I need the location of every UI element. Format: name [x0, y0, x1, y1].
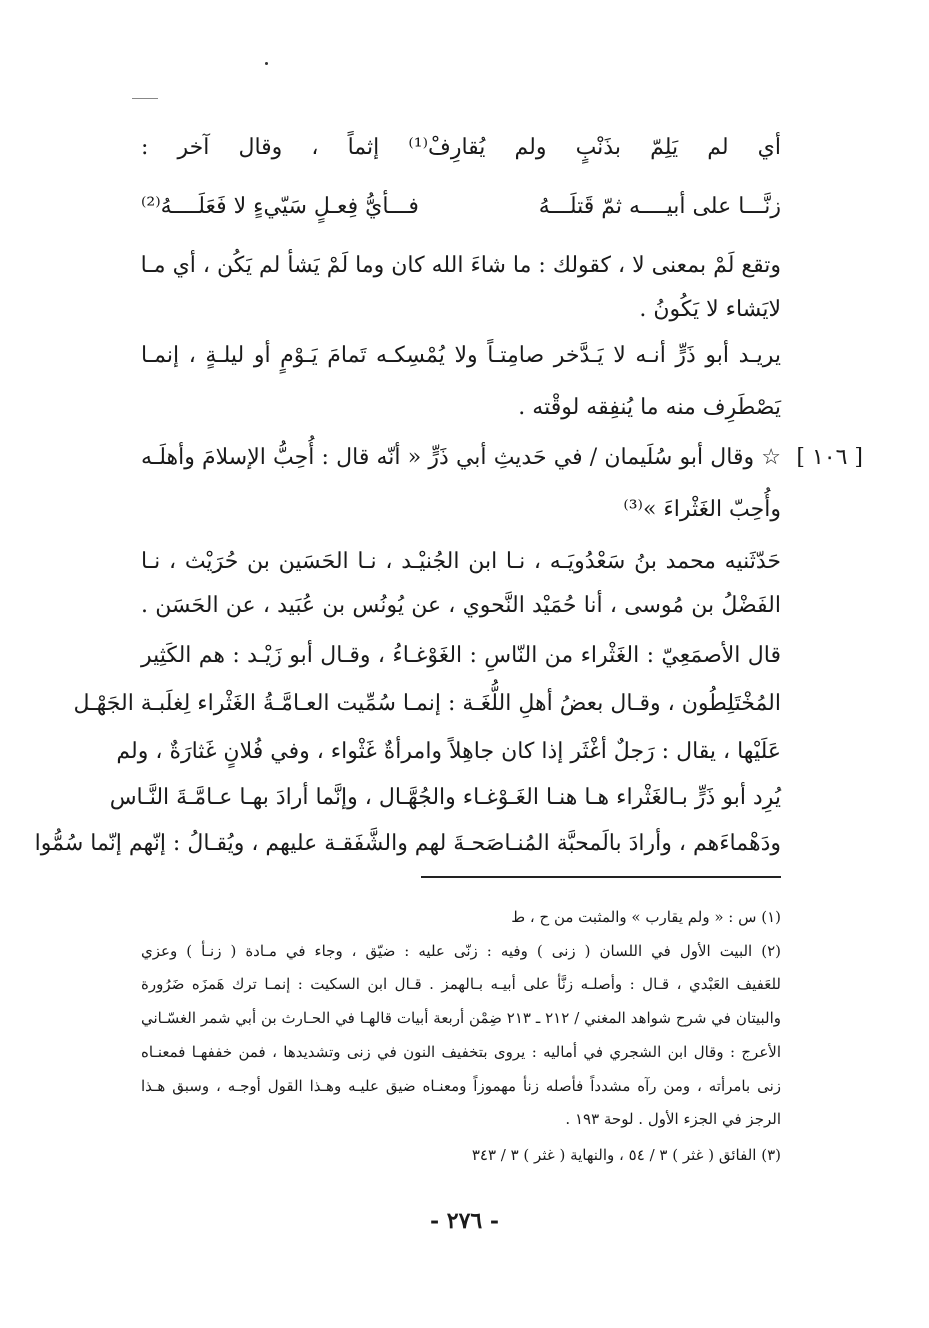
- text-line: أي لم يَلِمّ بذَنْبٍ ولم يُقارِفْ⁽¹⁾ إثماً ، وقال آخر :: [141, 135, 782, 160]
- scan-speck: [265, 62, 268, 65]
- footnote-line: والبيتان في شرح شواهد المغني / ٢١٢ ـ ٢١٣ ضِمْن أربعة أبيات قالهـا في الحـارث بن أبي شمر الغسّـاني: [141, 1009, 782, 1027]
- text-line: المُخْتَلِطُون ، وقـال بعضُ أهلِ اللُّغَـة : إنمـا سُمِّيت العـامَّـةُ الغَثْراء لِغلَبـة الجَهْـل: [73, 691, 781, 716]
- footnote-line: (٣) الفائق ( غثر ) ٣ / ٥٤ ، والنهاية ( غثر ) ٣ / ٣٤٣: [471, 1146, 781, 1164]
- text-line: لايَشاء لا يَكُونُ .: [639, 297, 781, 322]
- page-number: - ٢٧٦ -: [429, 1208, 500, 1234]
- footnote-line: (١) س : « ولم يقارب » والمثبت من ح ، ط: [511, 908, 781, 926]
- text-line: يريـد أبو ذَرٍّ أنـه لا يَـدَّخر صامِتـاً ولا يُمْسِكـه تَمامَ يَـوْمٍ أو ليلـةٍ ، إنمـا: [141, 343, 781, 368]
- text-line: يُرِد أبو ذَرٍّ بـالغَثْراء هـا هنـا الغَـوْغـاء والجُهَّـال ، وإنَّما أرادَ بهـا عـامَّـةَ النَّـاس: [109, 785, 781, 810]
- text-line: ☆ وقال أبو سُلَيمان / في حَديثِ أبي ذَرٍّ « أنّه قال : أُحِبُّ الإسلامَ وأهلَـه: [141, 445, 781, 470]
- footnote-separator: [421, 876, 781, 878]
- footnote-line: الرجز في الجزء الأول . لوحة ١٩٣ .: [565, 1110, 781, 1128]
- text-line: وأُحِبّ الغَثْراءَ »⁽³⁾: [623, 497, 781, 522]
- text-line: ودَهْماءَهم ، وأرادَ بالَمحبَّة المُنـاصَحـةَ لهم والشَّفَقـة عليهم ، ويُقـالُ : إنّهم إنّما سُمُّوا: [34, 831, 781, 856]
- entry-number-marker: [ ١٠٦ ]: [796, 445, 863, 470]
- text-line: قال الأصمَعِيّ : الغَثْراء من النّاسِ : الغَوْغـاءُ ، وقـال أبو زَيْـد : هم الكَثِير: [141, 643, 781, 668]
- text-line: الفَضْلُ بن مُوسى ، أنا حُمَيْد النَّحوي ، عن يُونُس بن عُبَيد ، عن الحَسَن .: [141, 593, 782, 618]
- text-line: حَدّثَنيه محمد بنُ سَعْدُويَـه ، نـا ابن الجُنيْـد ، نـا الحَسَين بن حُرَيْث ، نـا: [141, 549, 781, 574]
- verse-first-hemistich: زنَّـــا على أبيــــه ثمّ قَتلَـــهُ: [538, 194, 781, 219]
- verse: [141, 187, 781, 227]
- scan-mark: [132, 98, 158, 99]
- text-line: عَلَيْها ، يقال : رَجلٌ أغْثَر إذا كان جاهِلاً وامرأةٌ غَثْواء ، وفي فُلانٍ غَثارَةٌ ، ولم: [116, 739, 781, 764]
- footnote-line: للعَفيف العَبْدي ، قـال : وأصلـه زنَّأ على أبيـه بـالهمز . قـال ابن السكيت : إنمـا ترك هَمزَه ضَرُورة: [141, 975, 781, 993]
- verse-second-hemistich: فـــأيُّ فِعـلٍ سَيّيءٍ لا فَعَلَــــهُ⁽²⁾: [141, 194, 419, 219]
- footnote-line: (٢) البيت الأول في اللسان ( زنى ) وفيه : زنّى عليه : ضيّق ، وجاء في مـادة ( زنـأ ) وعزي: [141, 942, 781, 960]
- text-line: وتقع لَمْ بمعنى لا ، كقولك : ما شاءَ الله كان وما لَمْ يَشأ لم يَكُن ، أي مـا: [140, 253, 781, 278]
- footnote-line: زنى بامرأته ، ومن رآه مشدداً فأصله زنأ مهموزاً ومعنـاه ضيق عليـه وهـذا القول أوجـه ، وسبق هـذا: [141, 1077, 781, 1095]
- text-line: يَصْطَرِف منه ما يُنفِقه لوقْته .: [518, 395, 781, 420]
- footnote-line: الأعرج : وقال ابن الشجري في أماليه : يروى بتخفيف النون في زنى وتشديدها ، فمن خففهـا فمعنـاه: [141, 1043, 781, 1061]
